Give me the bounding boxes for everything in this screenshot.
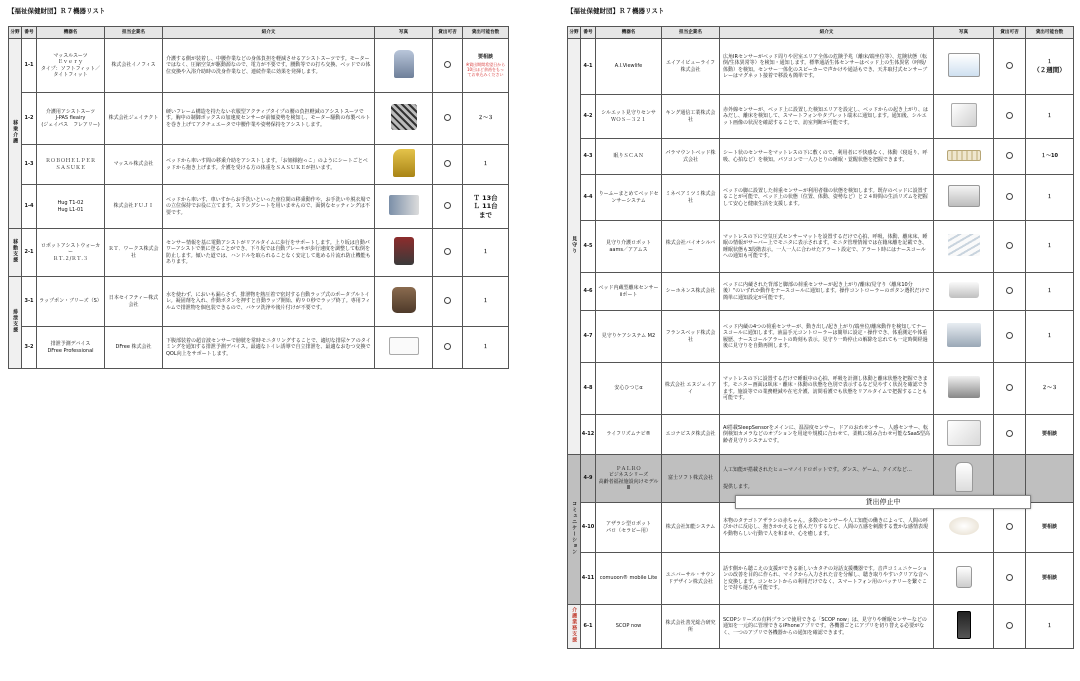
availability-cell <box>994 139 1026 175</box>
count-value: １ <box>1046 623 1052 630</box>
count-value: Ｔ 13台 <box>473 194 498 203</box>
availability-cell <box>994 415 1026 455</box>
header-photo: 写真 <box>375 27 433 39</box>
radio-button[interactable] <box>444 248 451 255</box>
table-row <box>9 39 509 93</box>
header-company: 担当企業名 <box>662 27 720 39</box>
availability-cell <box>994 95 1026 139</box>
left-header-row <box>9 27 509 39</box>
sleep-sensor-icon <box>948 376 980 398</box>
row-number: 4-2 <box>581 95 596 139</box>
count-note: ※貸出期間希望日から10日ほど余裕をもってお申込みください <box>465 61 506 77</box>
photo-cell <box>934 311 994 363</box>
row-number: 1-4 <box>22 185 37 229</box>
equipment-name <box>596 221 662 273</box>
care-bed-icon <box>947 323 981 347</box>
count-value: 要相談 <box>1041 524 1057 531</box>
table-row <box>568 503 1074 553</box>
count-cell <box>463 277 509 327</box>
availability-cell <box>994 273 1026 311</box>
count-value: 要相談 <box>1041 575 1057 582</box>
name-line: aams／アアムス <box>609 246 648 253</box>
row-number: 4-9 <box>581 455 596 503</box>
photo-cell <box>934 415 994 455</box>
equipment-name <box>37 185 105 229</box>
header-description: 紹介文 <box>163 27 375 39</box>
radio-button[interactable] <box>444 297 451 304</box>
category-cell <box>568 455 581 605</box>
count-value: １ <box>482 161 488 168</box>
count-cell <box>1026 221 1074 273</box>
photo-cell <box>375 277 433 327</box>
radio-button[interactable] <box>1006 332 1013 339</box>
smartphone-icon <box>957 611 971 639</box>
category-label: 移動支援 <box>12 239 19 264</box>
equipment-name <box>596 95 662 139</box>
transfer-robot-icon <box>393 149 415 177</box>
company-name: 株式会社知能システム <box>662 503 720 553</box>
name-line: Ｅｖｅｒｙ <box>57 59 83 66</box>
radio-button[interactable] <box>444 160 451 167</box>
table-row <box>568 363 1074 415</box>
equipment-name: ベッド内蔵型離床センサー iiポート <box>596 273 662 311</box>
header-count: 貸出可能台数 <box>463 27 509 39</box>
availability-cell <box>433 185 463 229</box>
silhouette-sensor-icon <box>951 103 977 127</box>
table-row <box>568 415 1074 455</box>
table-row <box>568 175 1074 221</box>
header-availability: 貸出可否 <box>994 27 1026 39</box>
availability-cell <box>994 363 1026 415</box>
header-count: 貸出可能台数 <box>1026 27 1074 39</box>
company-name: ユニバーサル・サウンドデザイン株式会社 <box>662 553 720 605</box>
description: 硬いフレーム構造を持たない衣服型アクティブタイプの腰の負担軽減のアシストスーツです。胸中の制御ボックスの加速度センサーが前傾姿勢を検知し、モーター駆動の布製ベルトを巻き上げてアクチュエータで中腰作業や姿勢保持をアシストします。 <box>163 93 375 145</box>
description: シート状のセンサーをマットレスの下に敷くので、利用者に不快感なく、体動（寝返り、呼吸、心拍など）を検知。パソコンで一人ひとりの睡眠・覚醒状態を把握できます。 <box>720 139 934 175</box>
company-name: パラマウントベッド株式会社 <box>662 139 720 175</box>
row-number: 6-1 <box>581 605 596 649</box>
name-line: ＳＡＳＵＫＥ <box>55 164 86 171</box>
table-row <box>568 273 1074 311</box>
count-cell <box>463 145 509 185</box>
company-name: 株式会社イノフィス <box>105 39 163 93</box>
row-number: 4-8 <box>581 363 596 415</box>
count-cell <box>463 39 509 93</box>
radio-button[interactable] <box>1006 430 1013 437</box>
photo-cell <box>375 145 433 185</box>
count-value: まで <box>479 210 492 219</box>
company-name: キング通信工業株式会社 <box>662 95 720 139</box>
category-label: 介護業務支援 <box>571 607 578 644</box>
row-number: 3-1 <box>22 277 37 327</box>
count-cell <box>1026 503 1074 553</box>
availability-cell <box>433 327 463 369</box>
company-name: エコナビスタ株式会社 <box>662 415 720 455</box>
right-equipment-table <box>567 26 1074 649</box>
photo-cell <box>934 363 994 415</box>
photo-cell <box>934 139 994 175</box>
table-row <box>9 277 509 327</box>
description-line: 人工知能が搭載されたヒューマノイドロボットです。ダンス、ゲーム、クイズなど… <box>723 467 912 474</box>
count-cell <box>1026 605 1074 649</box>
equipment-name: りーふーまとめてベッドセンサーシステム <box>596 175 662 221</box>
equipment-name <box>37 277 105 327</box>
company-name: 株式会社ジェイテクト <box>105 93 163 145</box>
name-line: 介護用アシストスーツ <box>45 109 96 116</box>
header-name: 機器名 <box>37 27 105 39</box>
description: 赤外線センサーが、ベッド上に設置した検知エリアを設定し、ベッドからの起き上がり、はみだし、離床を検知して、スマートフォンやタブレット端末に通知します。通知後、シルエット画像の状況を確認することで、訪室判断が可能です。 <box>720 95 934 139</box>
header-number: 番号 <box>581 27 596 39</box>
header-photo: 写真 <box>934 27 994 39</box>
availability-cell <box>433 93 463 145</box>
name-line: シルエット見守りセンサ <box>601 110 656 117</box>
description: 介護する側が装着し、中腰作業などの身体負担を軽減させるアシストスーツです。モーターではなく、圧縮空気が駆動源なので、電力が不要です。腰動等での打ち交換、ベッドでの体位変換や入浴介助時の洗身作業など、連続作業に効果を発揮します。 <box>163 39 375 93</box>
availability-cell <box>433 39 463 93</box>
left-page-title: 【福祉保健財団】Ｒ７機器リスト <box>8 7 106 15</box>
company-name: ＲＴ．ワークス株式会社 <box>105 229 163 277</box>
row-number: 4-6 <box>581 273 596 311</box>
radio-button[interactable] <box>1006 193 1013 200</box>
description: マットレスの下に設置するだけで睡眠中の心拍、呼吸を計測し体動と離床状態を把握できます。モニター画面は臥床・離床・体動の状態を色別で表示するなど見やすく状況を確認できます。施設等での業務軽減や在宅介護、訪問看護でも状態をリアルタイムで把握することも可能です。 <box>720 363 934 415</box>
count-value: １～10 <box>1041 153 1058 160</box>
count-value: １ <box>1046 288 1052 295</box>
category-label: 排泄支援 <box>12 309 19 334</box>
category-cell <box>9 229 22 277</box>
availability-cell <box>994 605 1026 649</box>
equipment-name <box>596 455 662 503</box>
table-row <box>9 185 509 229</box>
equipment-name <box>37 327 105 369</box>
equipment-name: comuoon® mobile Lite <box>596 553 662 605</box>
description: SCOPシリーズの有料プランで使用できる「SCOP now」は、見守りや睡眠センサーなどの通知を一元的に管理できるiPhoneアプリです。各機器ごとにアプリを切り替える必要がなく、一つのアプリで各機器からの通知を確認できます。 <box>720 605 934 649</box>
row-number: 2-1 <box>22 229 37 277</box>
name-line: Hug L1-01 <box>57 206 84 213</box>
photo-cell <box>375 93 433 145</box>
name-line: DFree Professional <box>47 347 94 354</box>
name-line: J-PAS fleairy <box>55 115 86 122</box>
radio-button[interactable] <box>444 114 451 121</box>
seal-robot-icon <box>949 517 979 535</box>
equipment-name <box>596 503 662 553</box>
company-name: ミネベアミツミ株式会社 <box>662 175 720 221</box>
bed-sensor-icon <box>948 185 980 207</box>
photo-cell <box>375 185 433 229</box>
table-row <box>568 605 1074 649</box>
name-line: 見守り介護ロボット <box>605 240 651 247</box>
count-cell <box>1026 175 1074 221</box>
right-header-row <box>568 27 1074 39</box>
sensor-kit-icon <box>947 420 981 446</box>
equipment-name: 安心ひつじα <box>596 363 662 415</box>
count-value: 要相談 <box>1041 431 1057 438</box>
table-row <box>568 311 1074 363</box>
availability-cell <box>994 503 1026 553</box>
count-cell <box>463 185 509 229</box>
category-cell <box>568 605 581 649</box>
photo-cell <box>934 553 994 605</box>
category-label: 移乗介護 <box>12 120 19 145</box>
row-number: 4-5 <box>581 221 596 273</box>
name-line: (ジェイパス フレアリー) <box>41 121 100 128</box>
count-value: ２～３ <box>477 115 493 122</box>
company-name: 株式会社バイオシルバー <box>662 221 720 273</box>
photo-cell <box>375 39 433 93</box>
radio-button[interactable] <box>1006 112 1013 119</box>
description: AI搭載SleepSensorをメインに、温湿度センサー、ドアのおれせンサー、人感センサー、転倒検知カメラなどのオプションを用途や規模に合わせて、柔軟に組み合わせ可能なSaaS型高齢者見守りシステムです。 <box>720 415 934 455</box>
photo-cell <box>934 503 994 553</box>
count-value: １ <box>482 298 488 305</box>
category-cell <box>9 277 22 369</box>
assist-suit-icon <box>394 50 414 78</box>
availability-cell <box>994 39 1026 95</box>
equipment-name: A.I.Viewlife <box>596 39 662 95</box>
category-label: コミュニケーション <box>571 501 578 556</box>
assist-frame-icon <box>391 104 417 130</box>
photo-cell <box>934 39 994 95</box>
company-name: フランスベッド株式会社 <box>662 311 720 363</box>
company-name: 日本セイフティー株式会社 <box>105 277 163 327</box>
speaker-icon <box>956 566 972 588</box>
row-number: 4-11 <box>581 553 596 605</box>
availability-cell <box>994 311 1026 363</box>
name-line: ビジネスシリーズ <box>608 472 649 479</box>
row-number: 1-2 <box>22 93 37 145</box>
equipment-name: 見守りケアシステム M2 <box>596 311 662 363</box>
name-line: 高齢者福祉施設向けモデルⅢ <box>598 478 659 491</box>
left-equipment-table <box>8 26 509 369</box>
table-row <box>9 145 509 185</box>
radio-button[interactable] <box>1006 152 1013 159</box>
photo-cell <box>934 273 994 311</box>
row-number: 4-12 <box>581 415 596 455</box>
photo-cell <box>934 221 994 273</box>
excretion-sensor-icon <box>389 337 419 355</box>
row-number: 4-1 <box>581 39 596 95</box>
table-row <box>9 229 509 277</box>
equipment-name <box>37 145 105 185</box>
company-name: DFree 株式会社 <box>105 327 163 369</box>
header-availability: 貸出可否 <box>433 27 463 39</box>
count-cell <box>1026 311 1074 363</box>
portable-toilet-icon <box>392 287 416 313</box>
row-number: 1-3 <box>22 145 37 185</box>
count-cell <box>1026 39 1074 95</box>
availability-cell <box>433 277 463 327</box>
count-cell <box>1026 455 1074 503</box>
table-row <box>9 327 509 369</box>
category-cell <box>9 39 22 229</box>
table-row <box>568 221 1074 273</box>
name-line: ＰＡＬＲＯ <box>615 466 641 472</box>
company-name: 株式会社 エヌジェイアイ <box>662 363 720 415</box>
count-cell <box>463 93 509 145</box>
equipment-name <box>37 93 105 145</box>
photo-cell <box>375 327 433 369</box>
name-line: ＲＯＢＯＨＥＬＰＥＲ <box>45 158 96 165</box>
description: 下腹部装着の超音波センサーで膀胱を常時モニタリングすることで、適切な排尿ケアのタイミングを通知する排泄予測デバイス。最適なトイレ誘導で自立排泄を、最適なおむつ交換でQOL向上をサポートします。 <box>163 327 375 369</box>
name-line: マッスルスーツ <box>53 53 88 59</box>
name-line: Hug T1-02 <box>57 200 84 207</box>
description: 水を使わず、においも漏らさず、排泄物を熱圧着で密封する自動ラップ式のポータブルトイレ。凝固剤を入れ、作動ボタンを押すと自動ラップ開始、約９０秒でラップ終了。専用フィルムで排泄物を個包装できるので、バケツ洗浄や後片付けが不要です。 <box>163 277 375 327</box>
sleep-mat-icon <box>947 150 981 161</box>
table-row <box>568 139 1074 175</box>
rental-suspended-banner: 貸出停止中 <box>735 495 1031 509</box>
description: ベッドから車いす、車いすからお手洗いといった座位間の移乗動作や、お手洗いや脱衣場での立位保持でお役に立てます。スリングシートを用いませんので、面倒なセッティングは不要です。 <box>163 185 375 229</box>
company-name: エイアイビューライフ株式会社 <box>662 39 720 95</box>
photo-cell <box>934 175 994 221</box>
photo-cell <box>375 229 433 277</box>
radio-button[interactable] <box>1006 523 1013 530</box>
header-number: 番号 <box>22 27 37 39</box>
count-value: １ <box>1046 194 1052 201</box>
equipment-name: SCOP now <box>596 605 662 649</box>
count-cell <box>1026 553 1074 605</box>
count-cell <box>1026 273 1074 311</box>
table-row <box>568 553 1074 605</box>
table-row <box>9 93 509 145</box>
radio-button[interactable] <box>1006 62 1013 69</box>
count-cell <box>463 327 509 369</box>
radio-button[interactable] <box>444 202 451 209</box>
count-cell <box>1026 139 1074 175</box>
name-line: タイプ：ソフトフィット／タイトフィット <box>40 65 101 78</box>
description: センサー情報を基に電動アシストがリアルタイムに歩行をサポートします。上り坂は自動パワーアシストで楽に登ることができ、下り坂では自動ブレーキが歩行速度を調整して転倒を防止します。傾いた道では、ハンドルを取られることなく安定して進める片流れ防止機能もあります。 <box>163 229 375 277</box>
count-value: １ <box>1046 333 1052 340</box>
name-line: ＲＴ.２/ＲＴ.３ <box>53 255 88 262</box>
company-name: 富士ソフト株式会社 <box>662 455 720 503</box>
category-cell <box>568 39 581 455</box>
availability-cell <box>433 229 463 277</box>
equipment-name <box>37 39 105 93</box>
availability-cell <box>433 145 463 185</box>
count-cell <box>1026 363 1074 415</box>
company-name: 株式会社ＦＵＪＩ <box>105 185 163 229</box>
equipment-name: 眠りＳＣＡＮ <box>596 139 662 175</box>
description: マットレスの下に空気圧式センサーマットを設置するだけで心拍、呼吸、体動、離床床、睡眠の情報がサーバー上でモニタに表示されます。モニタ管理情報では在籍床離を記載でき、睡眠状態も3段階表示。一人一人に合わせたアラート設定で、アラート時にはナースコールへの通知も可能です。 <box>720 221 934 273</box>
radio-button[interactable] <box>1006 622 1013 629</box>
radio-button[interactable] <box>1006 574 1013 581</box>
row-number: 4-4 <box>581 175 596 221</box>
count-cell <box>463 229 509 277</box>
header-category: 分野 <box>568 27 581 39</box>
count-cell <box>1026 415 1074 455</box>
name-line: ラップポン・ブリーズ（S） <box>39 298 102 305</box>
count-value: １ <box>482 344 488 351</box>
header-category: 分野 <box>9 27 22 39</box>
name-line: ＷＯＳ－３２１ <box>610 116 646 123</box>
description: ベッドに内蔵された背部と脚部の荷重センサーが起き上がり/離床/見守り（離床10分後）"のいずれか動作をナースコールに通知します。操作コントローラーのボタン選択だけで簡単に通知設定が可能です。 <box>720 273 934 311</box>
row-number: 4-10 <box>581 503 596 553</box>
count-value: １ <box>482 249 488 256</box>
sensor-bed-icon <box>949 282 979 298</box>
equipment-name <box>37 229 105 277</box>
description: 広角IRセンサーがベッド周りや居室エリア全体の危険予兆（離床/端坐位等）、危険状態（転倒/生体異常等）を検知・通知します。標準通話生体センサーはベッド上の生体異常（呼吸/体動）を検知。センサー一体化のスピーカーで声かけや通話もでき、天井取付式センサーブレーはマグネット接着で移設も簡単です。 <box>720 39 934 95</box>
availability-cell <box>994 553 1026 605</box>
category-label: 見守り <box>571 236 578 255</box>
row-number: 3-2 <box>22 327 37 369</box>
radio-button[interactable] <box>1006 384 1013 391</box>
radio-button[interactable] <box>1006 242 1013 249</box>
count-value: 要相談 <box>477 54 493 61</box>
name-line: アザラシ型ロボット <box>605 521 651 528</box>
radio-button[interactable] <box>444 61 451 68</box>
header-description: 紹介文 <box>720 27 934 39</box>
row-number: 4-3 <box>581 139 596 175</box>
description: 本物のタテゴトアザラシの赤ちゃん。多数のセンサーや人工知能の働きによって、人間の呼びかけに反応し、抱きかかえると喜んだりするなど、人間の五感を刺激する豊かな感情表現や動物らしい行動で人を和ませ、心を癒します。 <box>720 503 934 553</box>
table-row <box>568 39 1074 95</box>
row-number: 4-7 <box>581 311 596 363</box>
name-line: 排泄予測デバイス <box>50 341 91 348</box>
equipment-name: ライフリズムナビ® <box>596 415 662 455</box>
header-company: 担当企業名 <box>105 27 163 39</box>
monitoring-screen-icon <box>948 53 980 77</box>
radio-button[interactable] <box>444 343 451 350</box>
radio-button[interactable] <box>1006 287 1013 294</box>
right-page-title: 【福祉保健財団】Ｒ７機器リスト <box>567 7 665 15</box>
lift-icon <box>389 195 419 215</box>
count-cell <box>1026 95 1074 139</box>
availability-cell <box>994 175 1026 221</box>
description: ベッド内蔵の4つの荷重センサーが、動き出し/起き上がり/端坐位/離床動作を検知してナースコールに通知します。液晶手元コントローラーは簡単に設定・操作でき、体重測定や体重履歴、ナースコールアラートの時刻も表示。見守り一時停止の解除を忘れても一定時間経過後に見守りを自動再開します。 <box>720 311 934 363</box>
count-sub: （２週間） <box>1033 65 1066 74</box>
count-value: Ｌ 11台 <box>473 202 498 211</box>
count-value: １ <box>1046 59 1052 66</box>
description: ベッドの脚に設置した荷重センサーが利用者様の状態を検知します。既存のベッドに設置することが可能で、ベッド上の状態（位置、体動、姿勢など）と２４時間の生活リズムを把握して安心と健康生活を支援します。 <box>720 175 934 221</box>
walker-icon <box>394 237 414 265</box>
company-name: シーホネンス株式会社 <box>662 273 720 311</box>
row-number: 1-1 <box>22 39 37 93</box>
company-name: 株式会社善光総合研究所 <box>662 605 720 649</box>
count-value: １ <box>1046 113 1052 120</box>
header-name: 機器名 <box>596 27 662 39</box>
table-row <box>568 95 1074 139</box>
count-value: ２～３ <box>1041 385 1057 392</box>
photo-cell <box>934 95 994 139</box>
sensor-pads-icon <box>948 234 980 256</box>
name-line: パロ（セラピー用） <box>606 527 651 534</box>
availability-cell <box>994 221 1026 273</box>
photo-cell <box>934 605 994 649</box>
count-value: １ <box>1046 243 1052 250</box>
description: 話す側から聴こえの支援ができる新しいカタチの対話支援機器です。音声コミュニケーションの改善を目的に作られ、マイクから入力された音を分解し、聴き取りやすいクリアな音へと変換します。コンセントからの利用だけでなく、スマートフォン用のバッテリーを繋ぐことで持ち運びも可能です。 <box>720 553 934 605</box>
description: ベッドから車いす間の移乗介助をアシストします。「お姫様抱っこ」のようにシートごとベッドから抱き上げます。介護を受ける方の体重をＳＡＳＵＫＥが担います。 <box>163 145 375 185</box>
humanoid-robot-icon <box>955 462 973 492</box>
name-line: ロボットアシストウォーカー <box>40 243 101 256</box>
description-line: 提供します。 <box>723 483 753 490</box>
company-name: マッスル株式会社 <box>105 145 163 185</box>
